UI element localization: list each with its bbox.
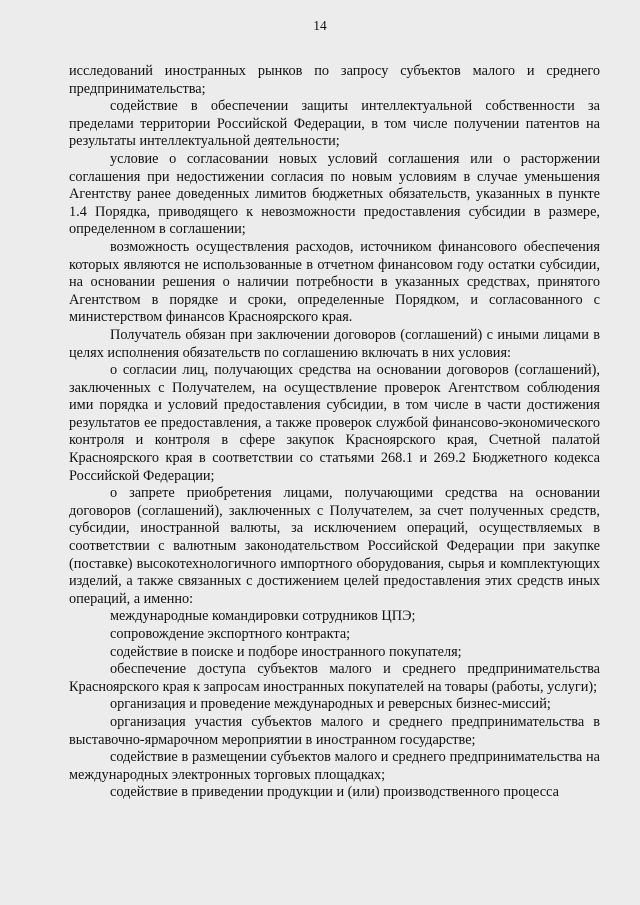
paragraph: исследований иностранных рынков по запросу субъектов малого и среднего предпринимательства; (69, 63, 600, 97)
paragraph: содействие в обеспечении защиты интеллектуальной собственности за пределами территории Российской Федерации, в том числе получении патентов на результаты интеллектуальной деятельности; (69, 98, 600, 150)
paragraph: содействие в приведении продукции и (или) производственного процесса (110, 784, 559, 801)
paragraph: содействие в размещении субъектов малого и среднего предпринимательства на международных электронных торговых площадках; (69, 749, 600, 783)
paragraph: сопровождение экспортного контракта; (110, 626, 351, 642)
paragraph: международные командировки сотрудников ЦПЭ; (110, 608, 416, 625)
paragraph: Получатель обязан при заключении договоров (соглашений) с иными лицами в целях исполнения обязательств по соглашению включать в них условия: (69, 326, 600, 361)
paragraph: условие о согласовании новых условий соглашения или о расторжении соглашения при недостижении согласия по новым условиям в случае уменьшения Агентству ранее доведенных лимитов бюджетных обязательств, указанных в пункте 1.4 Порядка, приводящего к невозможности предоставления субсидии в размере, определенном в соглашении; (69, 150, 600, 238)
paragraph: организация и проведение международных и реверсных бизнес-миссий; (110, 696, 551, 713)
paragraph: содействие в поиске и подборе иностранного покупателя; (110, 643, 462, 660)
paragraph: о запрете приобретения лицами, получающими средства на основании договоров (соглашений), заключенных с Получателем, за счет полученных средств, субсидии, иностранной валюты, за исключением операций, осуществляемых в соответствии с валютным законодательством Российской Федерации при закупке (поставке) высокотехнологичного импортного оборудования, сырья и комплектующих изделий, а также связанных с достижением целей предоставления этих средств иных операций, а именно: (69, 485, 600, 607)
paragraph: возможность осуществления расходов, источником финансового обеспечения которых являются не использованные в отчетном финансовом году остатки субсидии, на основании решения о наличии потребности в указанных средствах, принятого Агентством в порядке и сроки, определенные Порядком, и согласованного с министерством финансов Красноярского края. (69, 238, 600, 326)
page-number: 14 (313, 18, 327, 33)
paragraph: обеспечение доступа субъектов малого и среднего предпринимательства Красноярского края к запросам иностранных покупателей на товары (работы, услуги); (69, 661, 600, 695)
paragraph: о согласии лиц, получающих средства на основании договоров (соглашений), заключенных с Получателем, на осуществление проверок Агентством соблюдения ими порядка и условий предоставления субсидии, в том числе в части достижения результатов ее предоставления, а также проверок службой финансово-экономического контроля и контроля в сфере закупок Красноярского края, Счетной палатой Красноярского края в соответствии со статьями 268.1 и 269.2 Бюджетного кодекса Российской Федерации; (69, 362, 600, 484)
paragraph: организация участия субъектов малого и среднего предпринимательства в выставочно-ярмарочном мероприятии в иностранном государстве; (69, 713, 600, 748)
document-body (69, 63, 600, 802)
